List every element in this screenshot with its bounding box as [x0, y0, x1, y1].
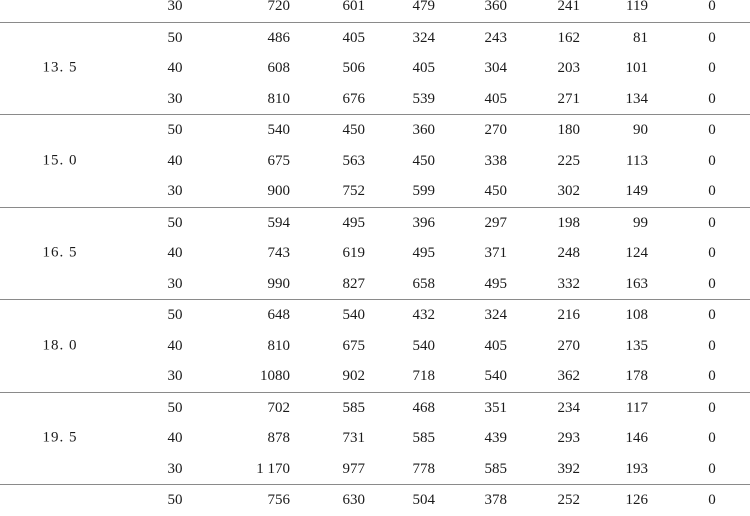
table-cell: 392	[557, 460, 580, 477]
table-cell: 50	[167, 399, 183, 416]
table-cell: 675	[267, 152, 290, 169]
table-row	[0, 115, 750, 146]
table-cell: 439	[484, 430, 507, 446]
table-cell: 40	[167, 337, 183, 354]
table-cell: 495	[484, 275, 507, 292]
table-cell: 990	[267, 275, 290, 292]
table-cell: 40	[167, 60, 183, 76]
table-cell: 304	[484, 60, 507, 76]
table-cell: 731	[342, 430, 365, 446]
table-cell: 338	[484, 152, 507, 169]
table-cell: 540	[412, 337, 435, 354]
group-label: 18. 0	[42, 337, 78, 354]
table-row	[0, 238, 750, 269]
table-cell: 0	[708, 492, 716, 508]
table-group	[0, 300, 750, 393]
table-cell: 40	[167, 152, 183, 169]
table-group	[0, 208, 750, 301]
table-cell: 271	[557, 90, 580, 107]
table-group	[0, 115, 750, 208]
table-cell: 479	[412, 0, 435, 14]
table-cell: 599	[412, 183, 435, 199]
table-cell: 405	[412, 60, 435, 76]
table-row	[0, 361, 750, 392]
table-cell: 371	[484, 245, 507, 261]
table-cell: 718	[412, 368, 435, 384]
table-cell: 827	[342, 275, 365, 292]
table-cell: 178	[625, 368, 648, 384]
table-cell: 302	[557, 183, 580, 199]
table-group	[0, 0, 750, 23]
table-cell: 117	[626, 399, 648, 416]
table-cell: 146	[625, 430, 648, 446]
table-group	[0, 485, 750, 516]
table-cell: 30	[167, 0, 183, 14]
table-cell: 405	[484, 90, 507, 107]
table-cell: 203	[557, 60, 580, 76]
table-cell: 30	[167, 90, 183, 107]
table-cell: 90	[633, 122, 648, 138]
table-cell: 594	[267, 214, 290, 231]
table-cell: 198	[557, 214, 580, 231]
table-cell: 360	[484, 0, 507, 14]
group-label: 13. 5	[42, 59, 78, 76]
table-cell: 648	[267, 307, 290, 323]
table-cell: 450	[412, 152, 435, 169]
table-cell: 252	[557, 492, 580, 508]
table-row	[0, 146, 750, 177]
table-cell: 619	[342, 245, 365, 261]
table-cell: 40	[167, 245, 183, 261]
table-cell: 486	[267, 29, 290, 46]
group-label: 16. 5	[42, 244, 78, 261]
table-cell: 0	[708, 368, 716, 384]
table-cell: 270	[484, 122, 507, 138]
table-cell: 0	[708, 29, 716, 46]
table-group	[0, 393, 750, 486]
table-cell: 900	[267, 183, 290, 199]
table-cell: 0	[708, 245, 716, 261]
table-cell: 1 170	[256, 460, 290, 477]
table-cell: 119	[626, 0, 648, 14]
table-cell: 810	[267, 337, 290, 354]
table-cell: 113	[626, 152, 648, 169]
table-cell: 878	[267, 430, 290, 446]
table-cell: 360	[412, 122, 435, 138]
table-cell: 0	[708, 275, 716, 292]
table-cell: 468	[412, 399, 435, 416]
table-cell: 50	[167, 122, 183, 138]
table-cell: 234	[557, 399, 580, 416]
table-cell: 506	[342, 60, 365, 76]
table-row	[0, 84, 750, 115]
table-cell: 193	[625, 460, 648, 477]
table-row	[0, 23, 750, 54]
table-cell: 332	[557, 275, 580, 292]
table-cell: 630	[342, 492, 365, 508]
table-cell: 30	[167, 368, 183, 384]
table-cell: 585	[484, 460, 507, 477]
table-cell: 180	[557, 122, 580, 138]
table-cell: 243	[484, 29, 507, 46]
table-group	[0, 23, 750, 116]
group-label: 15. 0	[42, 152, 78, 169]
table-cell: 134	[625, 90, 648, 107]
table-cell: 0	[708, 183, 716, 199]
table-cell: 495	[412, 245, 435, 261]
table-cell: 163	[625, 275, 648, 292]
table-cell: 540	[342, 307, 365, 323]
table-cell: 743	[267, 245, 290, 261]
table-cell: 676	[342, 90, 365, 107]
table-cell: 778	[412, 460, 435, 477]
table-cell: 495	[342, 214, 365, 231]
table-cell: 30	[167, 183, 183, 199]
table-cell: 658	[412, 275, 435, 292]
table-cell: 101	[625, 60, 648, 76]
table-cell: 149	[625, 183, 648, 199]
table-cell: 675	[342, 337, 365, 354]
table-cell: 540	[484, 368, 507, 384]
table-cell: 324	[412, 29, 435, 46]
table-cell: 752	[342, 183, 365, 199]
table-cell: 126	[625, 492, 648, 508]
table-row	[0, 300, 750, 331]
table-cell: 135	[625, 337, 648, 354]
table-cell: 81	[633, 29, 648, 46]
table-row	[0, 423, 750, 454]
table-cell: 0	[708, 60, 716, 76]
table-cell: 450	[342, 122, 365, 138]
table-cell: 30	[167, 275, 183, 292]
table-cell: 396	[412, 214, 435, 231]
table-cell: 241	[557, 0, 580, 14]
table-cell: 0	[708, 430, 716, 446]
table-cell: 563	[342, 152, 365, 169]
table-row	[0, 485, 750, 516]
table-cell: 756	[267, 492, 290, 508]
table-cell: 40	[167, 430, 183, 446]
table-cell: 450	[484, 183, 507, 199]
table-cell: 585	[342, 399, 365, 416]
table-cell: 0	[708, 460, 716, 477]
table-cell: 99	[633, 214, 648, 231]
table-cell: 702	[267, 399, 290, 416]
table-row	[0, 331, 750, 362]
table-cell: 0	[708, 214, 716, 231]
table-cell: 297	[484, 214, 507, 231]
table-cell: 50	[167, 492, 183, 508]
table-cell: 1080	[260, 368, 290, 384]
table-cell: 0	[708, 399, 716, 416]
table-row	[0, 393, 750, 424]
table-row	[0, 0, 750, 22]
table-cell: 293	[557, 430, 580, 446]
table-cell: 162	[557, 29, 580, 46]
table-cell: 270	[557, 337, 580, 354]
table-row	[0, 53, 750, 84]
table-row	[0, 454, 750, 485]
table-cell: 216	[557, 307, 580, 323]
table-cell: 0	[708, 152, 716, 169]
table-cell: 0	[708, 307, 716, 323]
table-cell: 124	[625, 245, 648, 261]
table-cell: 720	[267, 0, 290, 14]
table-cell: 50	[167, 29, 183, 46]
table-cell: 405	[342, 29, 365, 46]
table-cell: 608	[267, 60, 290, 76]
table-cell: 585	[412, 430, 435, 446]
table-row	[0, 269, 750, 300]
table-cell: 0	[708, 337, 716, 354]
table-cell: 50	[167, 214, 183, 231]
table-cell: 0	[708, 122, 716, 138]
table-cell: 378	[484, 492, 507, 508]
table-cell: 902	[342, 368, 365, 384]
table-row	[0, 176, 750, 207]
table-cell: 248	[557, 245, 580, 261]
table-cell: 810	[267, 90, 290, 107]
table-cell: 50	[167, 307, 183, 323]
table-cell: 432	[412, 307, 435, 323]
table-row	[0, 208, 750, 239]
table-cell: 0	[708, 90, 716, 107]
table-cell: 504	[412, 492, 435, 508]
table-cell: 0	[708, 0, 716, 14]
table-cell: 539	[412, 90, 435, 107]
table-cell: 324	[484, 307, 507, 323]
table-cell: 977	[342, 460, 365, 477]
table-cell: 225	[557, 152, 580, 169]
table-cell: 601	[342, 0, 365, 14]
table-cell: 362	[557, 368, 580, 384]
table-cell: 540	[267, 122, 290, 138]
group-label: 19. 5	[42, 429, 78, 446]
table-cell: 108	[625, 307, 648, 323]
table-cell: 30	[167, 460, 183, 477]
table-cell: 351	[484, 399, 507, 416]
table-cell: 405	[484, 337, 507, 354]
